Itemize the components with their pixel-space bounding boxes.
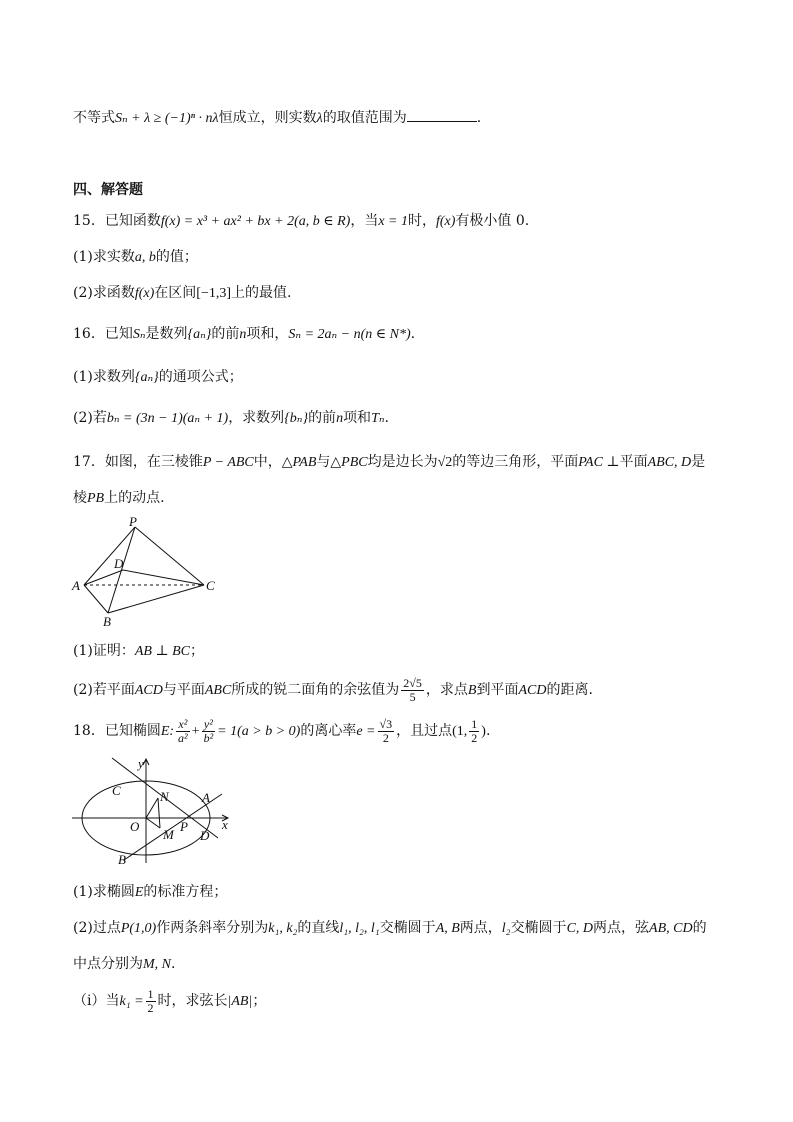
- math-inline: l₂: [501, 921, 511, 936]
- text: .: [171, 956, 176, 972]
- math-inline: PAC ⊥: [578, 455, 620, 470]
- math-inline: P − ABC: [202, 455, 254, 470]
- text: ，求点: [425, 682, 468, 698]
- text: 在区间: [154, 285, 197, 301]
- math-inline: n: [239, 327, 247, 342]
- text: 上的动点.: [104, 490, 165, 506]
- text: 作两条斜率分别为: [156, 920, 269, 936]
- q18-part2-line1: [73, 918, 707, 939]
- math-inline: = 1(a > b > 0): [217, 724, 301, 739]
- math-inline: Sₙ = 2aₙ − n(n ∈ N*): [288, 327, 411, 342]
- math-inline: PB: [87, 491, 105, 506]
- text: 16．已知: [73, 326, 133, 342]
- math-inline: AB, CD: [649, 921, 693, 936]
- text: 上的最值.: [231, 285, 292, 301]
- math-inline: △PAB: [281, 455, 317, 470]
- label-x: x: [222, 817, 228, 832]
- text: 的离心率: [300, 723, 357, 739]
- label-O: O: [130, 819, 140, 834]
- text: 项和，: [246, 326, 289, 342]
- text: .: [476, 110, 482, 126]
- math-inline: √2: [437, 455, 453, 470]
- text: 两点，弦: [593, 920, 650, 936]
- text: (2)过点: [73, 920, 121, 936]
- text: (1)求椭圆: [73, 884, 135, 900]
- text: (1)求数列: [73, 369, 135, 385]
- q16-part1: [73, 367, 243, 388]
- math-inline: B: [467, 683, 477, 698]
- math-inline: |AB|: [227, 994, 253, 1009]
- text: ，当: [350, 213, 379, 229]
- fraction-k: [146, 988, 156, 1015]
- text: ，求数列: [228, 410, 285, 426]
- numerator: y²: [202, 718, 216, 732]
- math-inline: E:: [160, 724, 175, 739]
- text: 恒成立，则实数: [218, 110, 317, 126]
- text: 的值；: [155, 249, 198, 265]
- math-inline: λ: [316, 111, 323, 126]
- label-B: B: [118, 852, 126, 865]
- numerator: 2√5: [403, 675, 422, 690]
- text: 所成的锐二面角的余弦值为: [231, 682, 400, 698]
- q17-part2: [73, 675, 593, 706]
- text: 的: [692, 920, 707, 936]
- math-inline: E: [134, 885, 144, 900]
- label-A: A: [202, 790, 210, 805]
- label-C: C: [206, 578, 215, 593]
- label-P: P: [129, 515, 137, 529]
- text: .: [384, 410, 389, 426]
- label-D: D: [114, 556, 124, 571]
- text: 有极小值 0.: [455, 213, 530, 229]
- text: 的前: [308, 410, 337, 426]
- math-inline: x = 1: [378, 214, 408, 229]
- math-inline: e =: [356, 724, 376, 739]
- math-inline: {bₙ}: [284, 411, 309, 426]
- text: 15．已知函数: [73, 213, 161, 229]
- edge-AB: [84, 585, 108, 613]
- math-inline: ABC, D: [647, 455, 692, 470]
- denominator: b²: [203, 730, 214, 745]
- segment-OM: [146, 818, 160, 828]
- math-inline: AB ⊥ BC: [134, 644, 191, 659]
- math-inline: f(x): [134, 286, 155, 301]
- text: .: [485, 723, 491, 739]
- text: ；: [252, 993, 267, 1009]
- text: (1)求实数: [73, 249, 135, 265]
- math-inline: a, b: [134, 250, 156, 265]
- text: 与平面: [162, 682, 205, 698]
- math-inline: f(x) = x³ + ax² + bx + 2(a, b ∈ R): [160, 214, 351, 229]
- text: ，且过点: [396, 723, 453, 739]
- denominator: 2: [382, 730, 389, 745]
- text: 的直线: [297, 920, 340, 936]
- math-inline: C, D: [566, 921, 594, 936]
- fraction: [401, 677, 424, 704]
- inequality-line: [73, 108, 481, 129]
- text: .: [410, 326, 416, 342]
- text: 18．已知椭圆: [73, 723, 161, 739]
- math-inline: ACD: [134, 683, 163, 698]
- fraction-e: [378, 718, 395, 745]
- label-C: C: [112, 783, 121, 798]
- text: 的前: [211, 326, 240, 342]
- q17-stem-line2: [73, 488, 165, 509]
- q18-part1: [73, 882, 227, 903]
- ellipse-figure: [68, 755, 238, 865]
- math-inline: A, B: [435, 921, 460, 936]
- text: 17．如图，在三棱锥: [73, 454, 203, 470]
- math-inline: ABC: [204, 683, 232, 698]
- answer-blank[interactable]: [407, 108, 477, 122]
- text: 的取值范围为: [322, 110, 407, 126]
- math-inline: f(x): [436, 214, 456, 229]
- math-inline: {aₙ}: [134, 370, 159, 385]
- q15-part1: [73, 247, 198, 268]
- q18-part2-line2: [73, 954, 175, 975]
- label-D: D: [200, 828, 210, 843]
- segment-DC: [123, 570, 204, 585]
- math-inline: n: [336, 411, 344, 426]
- text: 时，: [408, 213, 436, 229]
- math-inline: [−1,3]: [196, 286, 232, 301]
- numerator: 1: [147, 986, 154, 1001]
- fraction-x: [176, 718, 190, 745]
- q17-stem-line1: [73, 452, 705, 473]
- text: 项和: [343, 410, 372, 426]
- text: 均是边长为: [367, 454, 438, 470]
- label-y: y: [138, 756, 144, 771]
- pyramid-figure: [68, 515, 228, 630]
- numerator: x²: [176, 718, 190, 732]
- q17-part1: [73, 641, 204, 662]
- text: (2)若平面: [73, 682, 135, 698]
- text: 与: [316, 454, 331, 470]
- text: (1)证明：: [73, 643, 135, 659]
- edge-PC: [135, 527, 204, 585]
- edge-PA: [84, 527, 135, 585]
- section-heading: 四、解答题: [73, 182, 143, 198]
- text: 中点分别为: [73, 956, 143, 972]
- math-inline: +: [191, 724, 200, 739]
- math-inline: {aₙ}: [187, 327, 212, 342]
- q15-part2: [73, 283, 291, 304]
- q16-part2: [73, 408, 389, 429]
- math-inline: (1,: [452, 724, 468, 739]
- label-P: P: [180, 819, 188, 834]
- text: 的通项公式；: [158, 369, 243, 385]
- q15-stem: [73, 211, 529, 232]
- denominator: 5: [409, 689, 416, 704]
- math-inline: P(1,0): [120, 921, 157, 936]
- text: 中，: [253, 454, 282, 470]
- fraction-y: [202, 718, 216, 745]
- q18-part-i: [73, 986, 266, 1017]
- text: 到平面: [476, 682, 519, 698]
- text: 是: [691, 454, 706, 470]
- text: (2)若: [73, 410, 107, 426]
- text: ；: [190, 643, 205, 659]
- math-inline: ): [481, 724, 486, 739]
- text: 棱: [73, 490, 87, 506]
- math-inline: ACD: [518, 683, 547, 698]
- fraction-point: [469, 718, 479, 745]
- text: 交椭圆于: [379, 920, 436, 936]
- text: 平面: [619, 454, 648, 470]
- math-inline: △PBC: [330, 455, 368, 470]
- segment-ON: [146, 798, 158, 818]
- q18-stem: [73, 716, 490, 747]
- math-inline: Sₙ + λ ≥ (−1)ⁿ · nλ: [115, 111, 219, 126]
- text: 的距离.: [546, 682, 593, 698]
- label-N: N: [160, 789, 169, 804]
- edge-BC: [108, 585, 204, 613]
- numerator: 1: [471, 716, 478, 731]
- text: 的标准方程；: [143, 884, 228, 900]
- text: (2)求函数: [73, 285, 135, 301]
- label-M: M: [163, 827, 174, 842]
- math-inline: Tₙ: [371, 411, 385, 426]
- denominator: 2: [471, 730, 478, 745]
- numerator: √3: [379, 716, 393, 731]
- text: 的等边三角形，平面: [452, 454, 579, 470]
- text: 交椭圆于: [510, 920, 567, 936]
- denominator: 2: [147, 1000, 154, 1015]
- math-inline: M, N: [143, 957, 171, 972]
- text: 是数列: [145, 326, 188, 342]
- text: 时，求弦长: [157, 993, 228, 1009]
- label-B: B: [103, 614, 111, 629]
- math-inline: bₙ = (3n − 1)(aₙ + 1): [106, 411, 229, 426]
- text: （i）当: [73, 993, 120, 1009]
- math-inline: k₁ =: [119, 994, 144, 1009]
- q16-stem: [73, 324, 415, 345]
- text: 不等式: [73, 110, 115, 126]
- math-inline: l₁, l₂, l₁: [339, 921, 380, 936]
- label-A: A: [72, 578, 80, 593]
- denominator: a²: [178, 730, 188, 745]
- math-inline: k₁, k₂: [268, 921, 298, 936]
- text: 两点，: [459, 920, 502, 936]
- math-inline: Sₙ: [132, 327, 146, 342]
